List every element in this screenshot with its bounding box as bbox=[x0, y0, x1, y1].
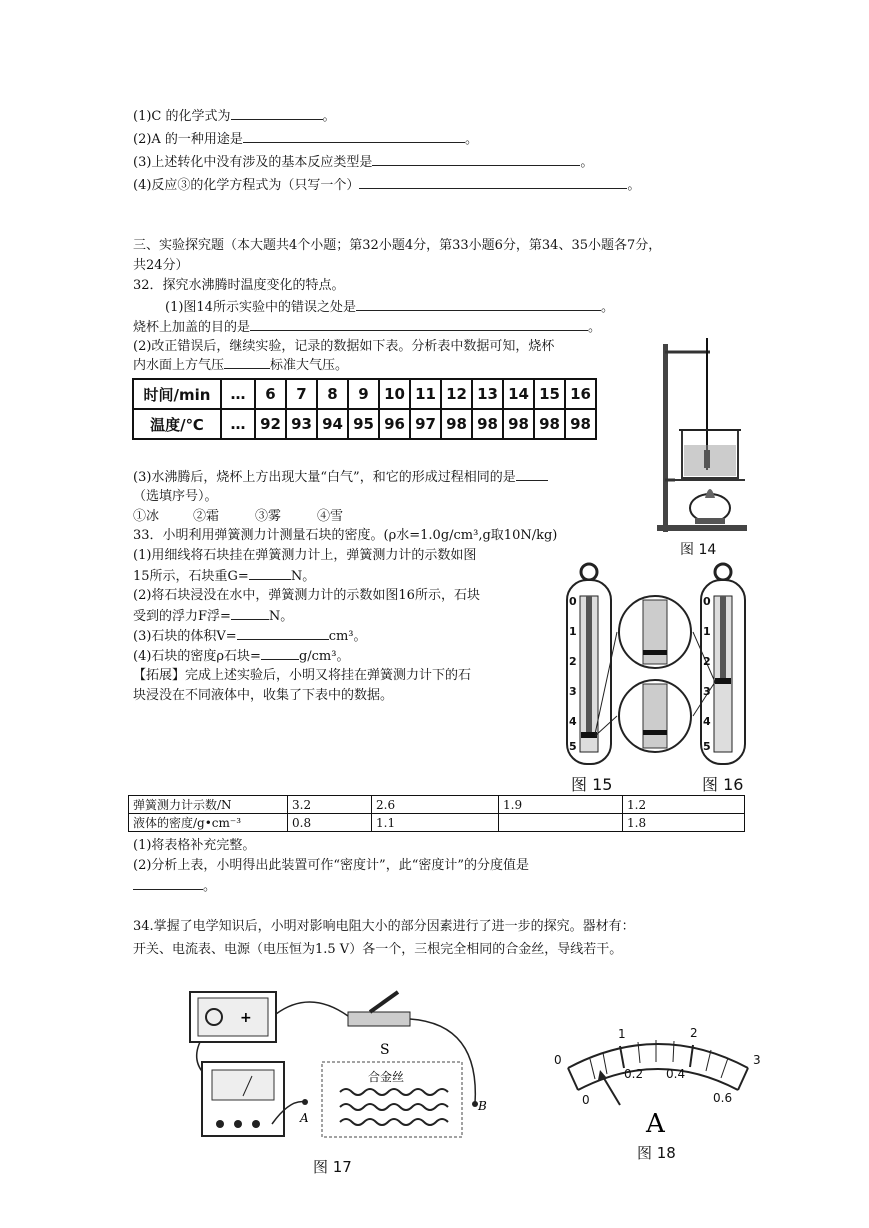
q33-stem: 33．小明利用弹簧测力计测量石块的密度。(ρ水=1.0g/cm³,g取10N/kg) bbox=[133, 528, 558, 543]
figure-14-caption: 图 14 bbox=[680, 542, 717, 558]
figure-16-caption: 图 16 bbox=[702, 775, 744, 794]
q31-line-4: (4)反应③的化学方程式为（只写一个） 。 bbox=[133, 178, 641, 193]
row-header: 时间/min bbox=[133, 379, 221, 409]
q33-part4: (4)石块的密度ρ石块= g/cm³。 bbox=[133, 649, 350, 664]
q32-part2-line2: 内水面上方气压 标准大气压。 bbox=[133, 358, 349, 373]
scale-tick-label: 3 bbox=[569, 685, 577, 698]
q33-sub-q1: (1)将表格补充完整。 bbox=[133, 838, 256, 853]
q31-line-2: (2)A 的一种用途是 。 bbox=[133, 132, 478, 147]
scale-tick-label: 2 bbox=[703, 655, 711, 668]
q33-extension-line1: 【拓展】完成上述实验后，小明又将挂在弹簧测力计下的石 bbox=[133, 668, 472, 683]
section-heading-cont: 共24分） bbox=[133, 258, 189, 273]
answer-blank[interactable] bbox=[372, 153, 580, 166]
alloy-label: 合金丝 bbox=[368, 1070, 405, 1084]
ammeter-unit-letter: A bbox=[646, 1109, 665, 1139]
q32-stem: 32．探究水沸腾时温度变化的特点。 bbox=[133, 278, 345, 293]
meter-bottom-label: 0 bbox=[582, 1093, 590, 1107]
q32-part2-line1: (2)改正错误后，继续实验，记录的数据如下表。分析表中数据可知，烧杯 bbox=[133, 339, 555, 354]
q33-part1-line1: (1)用细线将石块挂在弹簧测力计上，弹簧测力计的示数如图 bbox=[133, 548, 477, 563]
answer-blank[interactable] bbox=[359, 176, 627, 189]
answer-blank[interactable] bbox=[133, 877, 203, 890]
option-frost: ②霜 bbox=[193, 509, 220, 524]
meter-bottom-label: 0.2 bbox=[624, 1067, 644, 1081]
q33-part3: (3)石块的体积V= cm³。 bbox=[133, 629, 367, 644]
table-row: 温度/℃ … 92 93 94 95 96 97 98 98 98 98 98 bbox=[133, 409, 596, 439]
switch-label: S bbox=[380, 1042, 390, 1058]
row-header: 温度/℃ bbox=[133, 409, 221, 439]
table-row: 时间/min … 6 7 8 9 10 11 12 13 14 15 16 bbox=[133, 379, 596, 409]
answer-blank[interactable] bbox=[231, 107, 323, 120]
figure-15-caption: 图 15 bbox=[571, 775, 613, 794]
figure-15-16-spring-scales bbox=[555, 558, 755, 768]
q31-line-1: (1)C 的化学式为 。 bbox=[133, 109, 336, 124]
boiling-data-table bbox=[132, 378, 597, 440]
scale-tick-label: 0 bbox=[703, 595, 711, 608]
figure-17-circuit bbox=[180, 984, 500, 1159]
answer-cell[interactable] bbox=[499, 814, 623, 832]
meter-top-label: 1 bbox=[618, 1027, 626, 1041]
q33-sub-q2-answer: 。 bbox=[133, 877, 216, 896]
point-a-label: A bbox=[300, 1111, 309, 1125]
q32-part3-line2: （选填序号）。 bbox=[133, 489, 218, 504]
figure-18-caption: 图 18 bbox=[637, 1144, 676, 1162]
scale-tick-label: 5 bbox=[703, 740, 711, 753]
figure-14-boiling-apparatus bbox=[655, 330, 755, 545]
q33-part1-line2: 15所示，石块重G= N。 bbox=[133, 569, 316, 584]
scale-tick-label: 4 bbox=[703, 715, 711, 728]
section-heading: 三、实验探究题（本大题共4个小题；第32小题4分，第33小题6分，第34、35小题各7分， bbox=[133, 238, 662, 253]
answer-blank[interactable] bbox=[224, 356, 270, 369]
q33-part2-line1: (2)将石块浸没在水中，弹簧测力计的示数如图16所示，石块 bbox=[133, 588, 480, 603]
battery-positive: + bbox=[240, 1010, 252, 1026]
option-fog: ③雾 bbox=[255, 509, 282, 524]
answer-blank[interactable] bbox=[250, 318, 588, 331]
q33-part2-line2: 受到的浮力F浮= N。 bbox=[133, 609, 294, 624]
answer-blank[interactable] bbox=[231, 607, 269, 620]
figure-17-caption: 图 17 bbox=[313, 1158, 352, 1176]
q34-line-1: 34.掌握了电学知识后，小明对影响电阻大小的部分因素进行了进一步的探究。器材有： bbox=[133, 919, 635, 934]
row-header: 液体的密度/g•cm⁻³ bbox=[129, 814, 288, 832]
q33-sub-q2: (2)分析上表，小明得出此装置可作“密度计”，此“密度计”的分度值是 bbox=[133, 858, 529, 873]
scale-tick-label: 2 bbox=[569, 655, 577, 668]
q32-part1: (1)图14所示实验中的错误之处是 。 bbox=[165, 300, 614, 315]
figure-18-ammeter-scale bbox=[548, 1010, 768, 1140]
answer-blank[interactable] bbox=[237, 627, 329, 640]
meter-top-label: 0 bbox=[554, 1053, 562, 1067]
q32-part1b: 烧杯上加盖的目的是 。 bbox=[133, 320, 602, 335]
meter-bottom-label: 0.6 bbox=[713, 1091, 733, 1105]
meter-bottom-label: 0.4 bbox=[666, 1067, 686, 1081]
q32-part3-line1: (3)水沸腾后，烧杯上方出现大量“白气”，和它的形成过程相同的是 bbox=[133, 468, 548, 487]
density-table bbox=[128, 795, 745, 832]
scale-tick-label: 4 bbox=[569, 715, 577, 728]
meter-top-label: 2 bbox=[690, 1026, 698, 1040]
point-b-label: B bbox=[478, 1099, 487, 1113]
answer-blank[interactable] bbox=[249, 567, 291, 580]
answer-blank[interactable] bbox=[243, 130, 465, 143]
scale-tick-label: 3 bbox=[703, 685, 711, 698]
scale-tick-label: 1 bbox=[703, 625, 711, 638]
table-row: 液体的密度/g•cm⁻³ 0.8 1.1 1.8 bbox=[129, 814, 745, 832]
meter-top-label: 3 bbox=[753, 1053, 761, 1067]
scale-tick-label: 0 bbox=[569, 595, 577, 608]
q33-extension-line2: 块浸没在不同液体中，收集了下表中的数据。 bbox=[133, 688, 394, 703]
answer-blank[interactable] bbox=[516, 468, 548, 481]
q31-line-3: (3)上述转化中没有涉及的基本反应类型是 。 bbox=[133, 155, 594, 170]
q32-options bbox=[133, 508, 343, 526]
scale-tick-label: 1 bbox=[569, 625, 577, 638]
table-row: 弹簧测力计示数/N 3.2 2.6 1.9 1.2 bbox=[129, 796, 745, 814]
option-snow: ④雪 bbox=[317, 509, 344, 524]
q34-line-2: 开关、电流表、电源（电压恒为1.5 V）各一个，三根完全相同的合金丝，导线若干。 bbox=[133, 942, 623, 957]
row-header: 弹簧测力计示数/N bbox=[129, 796, 288, 814]
answer-blank[interactable] bbox=[261, 647, 299, 660]
scale-tick-label: 5 bbox=[569, 740, 577, 753]
option-ice: ①冰 bbox=[133, 509, 160, 524]
answer-blank[interactable] bbox=[356, 298, 601, 311]
